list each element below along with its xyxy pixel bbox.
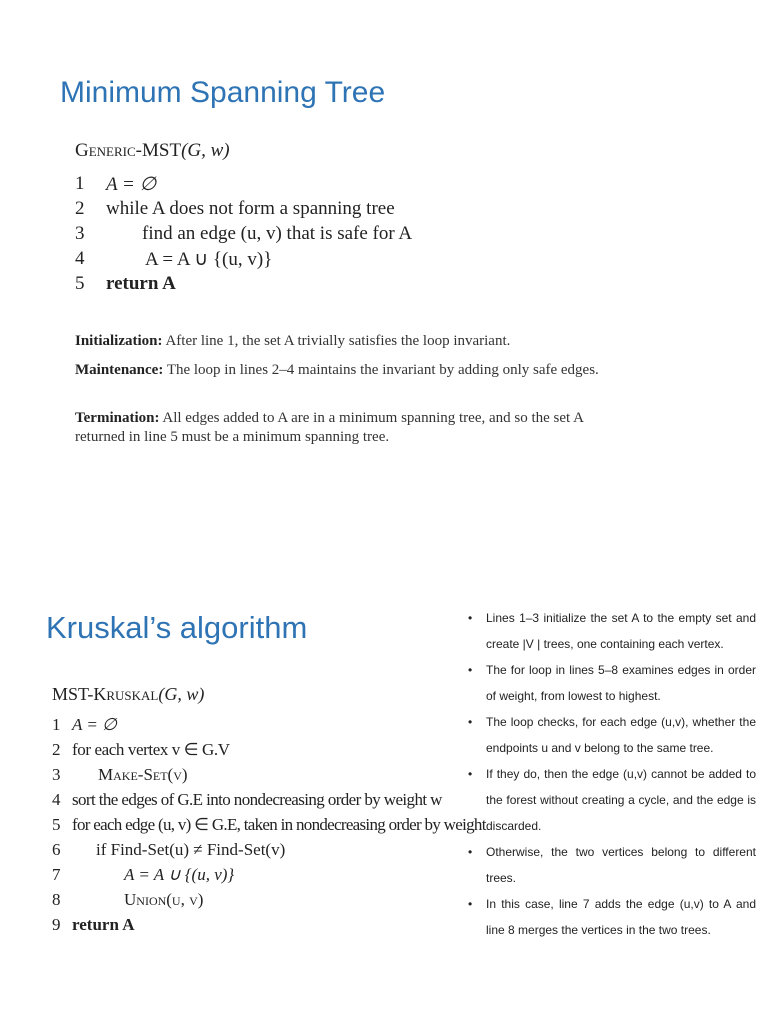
line-number: 4 bbox=[75, 248, 85, 269]
line-text: sort the edges of G.E into nondecreasing order by weight w bbox=[72, 790, 442, 809]
section-title-kruskal: Kruskal’s algorithm bbox=[46, 610, 308, 645]
line-text: for each vertex v ∈ G.V bbox=[72, 740, 230, 759]
line-text: A = A ∪ {(u, v)} bbox=[124, 865, 235, 884]
line-number: 3 bbox=[75, 223, 85, 244]
invariant-maintenance bbox=[75, 361, 635, 380]
list-item: • In this case, line 7 adds the edge (u,v) to A and line 8 merges the vertices in the two trees. bbox=[466, 891, 756, 943]
line-text: Make-Set(v) bbox=[98, 765, 188, 784]
line-text: if Find-Set(u) ≠ Find-Set(v) bbox=[96, 840, 286, 859]
line-number: 9 bbox=[52, 915, 61, 934]
invariant-label: Maintenance: bbox=[75, 362, 164, 378]
line-text: return A bbox=[106, 273, 176, 294]
invariant-text: All edges added to A are in a minimum spanning tree, and so the set A returned in line 5 must be a minimum spanning tree. bbox=[75, 410, 584, 445]
line-number: 5 bbox=[52, 815, 61, 834]
list-item: • Lines 1–3 initialize the set A to the empty set and create |V | trees, one containing each vertex. bbox=[466, 605, 756, 657]
invariant-text: The loop in lines 2–4 maintains the invariant by adding only safe edges. bbox=[166, 362, 599, 378]
list-item: • The for loop in lines 5–8 examines edges in order of weight, from lowest to highest. bbox=[466, 657, 756, 709]
section-title-mst: Minimum Spanning Tree bbox=[60, 76, 386, 109]
line-number: 7 bbox=[52, 865, 61, 884]
algo-header bbox=[75, 140, 230, 162]
line-number: 2 bbox=[75, 198, 85, 219]
invariant-label: Termination: bbox=[75, 410, 160, 426]
algo-args: (G, w) bbox=[158, 684, 205, 704]
line-number: 5 bbox=[75, 273, 85, 294]
line-text: A = ∅ bbox=[106, 174, 157, 195]
line-number: 4 bbox=[52, 790, 61, 809]
generic-mst-pseudocode bbox=[75, 140, 495, 300]
invariant-termination bbox=[75, 409, 635, 447]
list-item: • The loop checks, for each edge (u,v), whether the endpoints u and v belong to the same tree. bbox=[466, 709, 756, 761]
algo-header bbox=[52, 684, 204, 705]
invariant-text: After line 1, the set A trivially satisfies the loop invariant. bbox=[165, 333, 511, 349]
line-number: 1 bbox=[75, 173, 85, 194]
line-text: Union(u, v) bbox=[124, 890, 204, 909]
line-text: while A does not form a spanning tree bbox=[106, 198, 395, 219]
line-text: find an edge (u, v) that is safe for A bbox=[142, 223, 413, 244]
list-item: • If they do, then the edge (u,v) cannot be added to the forest without creating a cycle, and the edge is discarded. bbox=[466, 761, 756, 839]
line-number: 2 bbox=[52, 740, 61, 759]
line-text: return A bbox=[72, 915, 135, 934]
line-number: 6 bbox=[52, 840, 61, 859]
algo-name: Generic-MST bbox=[75, 140, 182, 161]
line-number: 8 bbox=[52, 890, 61, 909]
invariant-label: Initialization: bbox=[75, 333, 163, 349]
line-text: A = ∅ bbox=[72, 715, 117, 734]
line-number: 1 bbox=[52, 715, 61, 734]
line-text: for each edge (u, v) ∈ G.E, taken in nondecreasing order by weight bbox=[72, 815, 486, 834]
line-number: 3 bbox=[52, 765, 61, 784]
list-item: • Otherwise, the two vertices belong to different trees. bbox=[466, 839, 756, 891]
kruskal-explanation-list bbox=[466, 605, 756, 943]
line-text: A = A ∪ {(u, v)} bbox=[145, 249, 273, 270]
invariant-initialization bbox=[75, 332, 635, 351]
algo-name: MST-Kruskal bbox=[52, 684, 159, 704]
kruskal-pseudocode bbox=[52, 680, 486, 940]
algo-args: (G, w) bbox=[181, 140, 230, 161]
